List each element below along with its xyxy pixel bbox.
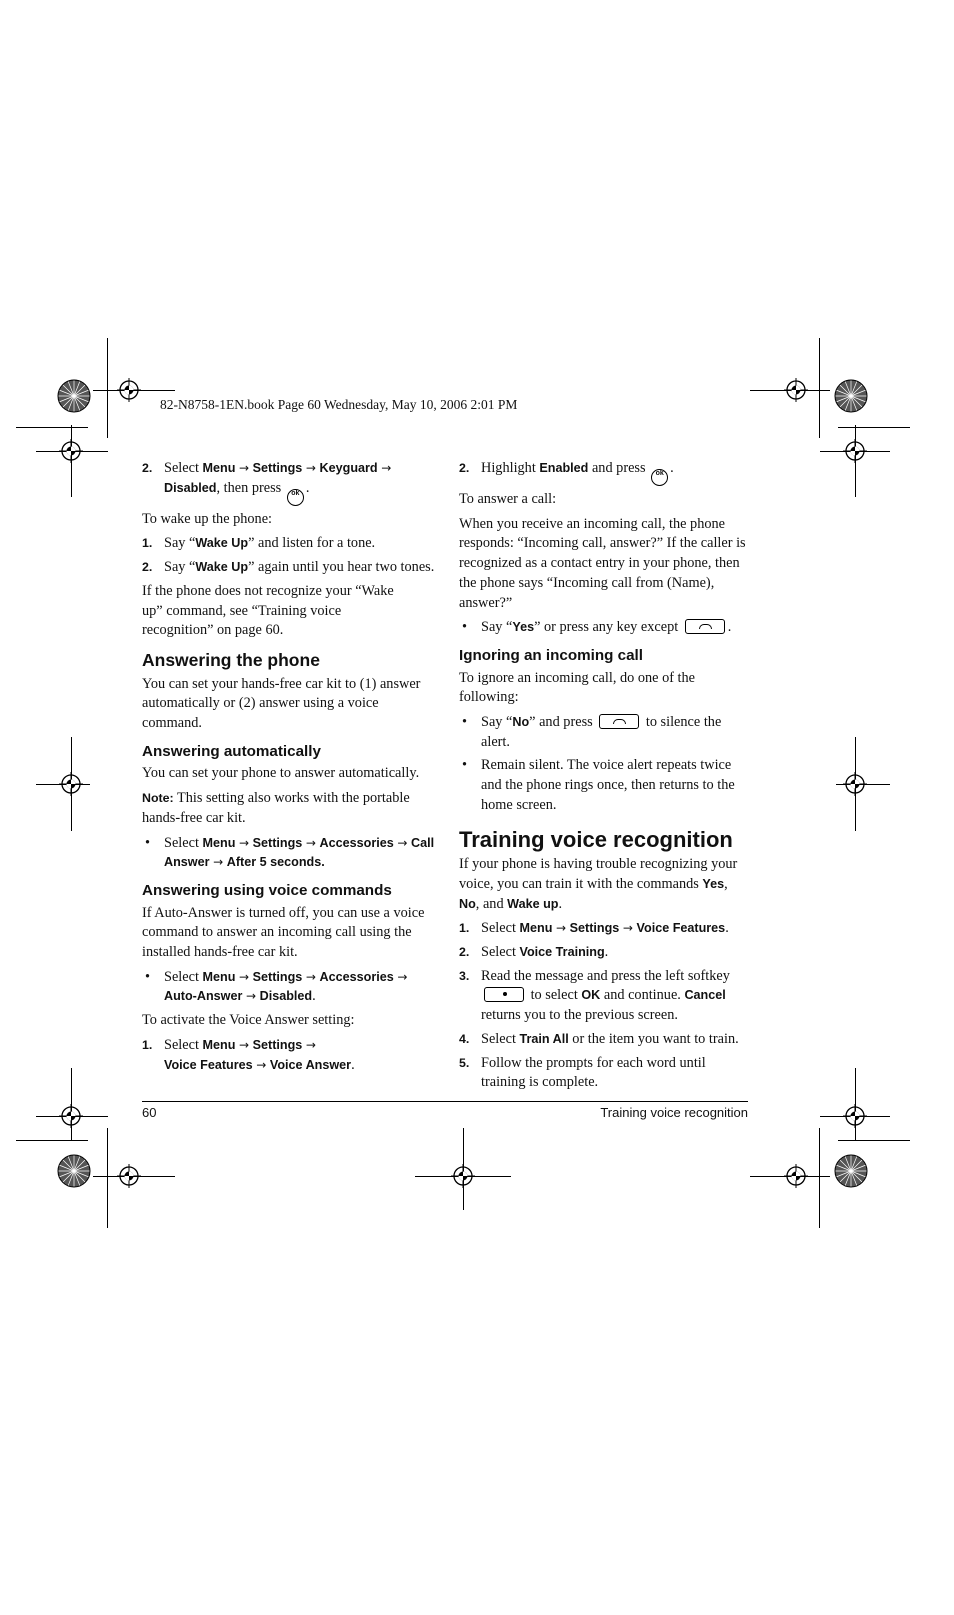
registration-mark-icon	[843, 772, 867, 796]
auto-heading: Answering automatically	[142, 742, 321, 760]
registration-mark-icon	[117, 378, 141, 402]
enable-step-2: 2. Highlight Enabled and press ok .	[459, 459, 751, 486]
training-paragraph: If your phone is having trouble recognizing your voice, you can train it with the commands Yes, No, and Wake up.	[459, 856, 738, 912]
registration-mark-icon	[784, 1164, 808, 1188]
answer-paragraph: When you receive an incoming call, the phone responds: “Incoming call, answer?” If the caller is recognized as a contact entry in your phone, then the phone says “Incoming call from (Name), answer?”	[459, 515, 746, 611]
answer-bullet: • Say “Yes” or press any key except .	[462, 619, 732, 636]
ok-key-icon: ok	[651, 469, 668, 486]
answering-heading: Answering the phone	[142, 649, 320, 670]
voice-heading: Answering using voice commands	[142, 881, 392, 899]
training-step-2: 2. Select Voice Training.	[459, 944, 609, 961]
keyguard-step-2: 2. Select Menu → Settings → Keyguard → Disabled, then press ok .	[142, 459, 442, 506]
left-column	[142, 459, 442, 1079]
registration-mark-icon	[59, 439, 83, 463]
training-step-3: 3. Read the message and press the left softkey to select OK and continue. Cancel returns you to the previous screen.	[459, 967, 730, 1024]
training-step-1: 1. Select Menu → Settings → Voice Features.	[459, 920, 729, 937]
ignore-bullet-2: • Remain silent. The voice alert repeats twice and the phone rings once, then returns to the home screen.	[462, 757, 735, 813]
end-key-icon	[685, 619, 725, 634]
registration-mark-icon	[117, 1164, 141, 1188]
registration-mark-icon	[451, 1164, 475, 1188]
end-key-icon	[599, 714, 639, 729]
training-step-4: 4. Select Train All or the item you want to train.	[459, 1030, 739, 1047]
wake-step-2: 2. Say “Wake Up” again until you hear two tones.	[142, 559, 435, 576]
page-number: 60	[142, 1105, 157, 1120]
voice-paragraph: If Auto-Answer is turned off, you can use a voice command to answer an incoming call using the installed hands-free car kit.	[142, 904, 425, 961]
color-wheel-mark-icon	[834, 379, 868, 413]
auto-bullet: • Select Menu → Settings → Accessories → Call Answer → After 5 seconds.	[145, 834, 435, 870]
note: Note: This setting also works with the portable hands-free car kit.	[142, 790, 410, 826]
left-softkey-icon	[484, 987, 524, 1002]
print-slug: 82-N8758-1EN.book Page 60 Wednesday, May 10, 2006 2:01 PM	[160, 397, 518, 412]
registration-mark-icon	[784, 378, 808, 402]
auto-paragraph: You can set your phone to answer automatically.	[142, 765, 420, 782]
activate-step-1: 1. Select Menu → Settings → Voice Features → Voice Answer.	[142, 1036, 355, 1073]
training-heading: Training voice recognition	[459, 826, 733, 852]
ignore-paragraph: To ignore an incoming call, do one of the following:	[459, 669, 696, 706]
voice-bullet: • Select Menu → Settings → Accessories → Auto-Answer → Disabled.	[145, 968, 408, 1005]
answering-paragraph: You can set your hands-free car kit to (1) answer automatically or (2) answer using a voice command.	[142, 675, 421, 732]
registration-mark-icon	[843, 1104, 867, 1128]
registration-mark-icon	[59, 1104, 83, 1128]
ignore-heading: Ignoring an incoming call	[459, 646, 643, 664]
answer-intro: To answer a call:	[459, 491, 557, 507]
color-wheel-mark-icon	[834, 1154, 868, 1188]
section-title: Training voice recognition	[600, 1105, 748, 1120]
registration-mark-icon	[843, 439, 867, 463]
ignore-bullet-1: • Say “No” and press to silence the alert.	[462, 714, 722, 750]
wake-paragraph: If the phone does not recognize your “Wake up” command, see “Training voice recognition” on page 60.	[142, 582, 394, 639]
wake-intro: To wake up the phone:	[142, 510, 273, 527]
ok-key-icon: ok	[287, 489, 304, 506]
training-step-5: 5. Follow the prompts for each word until training is complete.	[459, 1054, 706, 1091]
activate-intro: To activate the Voice Answer setting:	[142, 1012, 355, 1029]
registration-mark-icon	[59, 772, 83, 796]
color-wheel-mark-icon	[57, 1154, 91, 1188]
color-wheel-mark-icon	[57, 379, 91, 413]
page-footer	[142, 1101, 748, 1120]
wake-step-1: 1. Say “Wake Up” and listen for a tone.	[142, 535, 376, 552]
right-column	[459, 459, 751, 1097]
